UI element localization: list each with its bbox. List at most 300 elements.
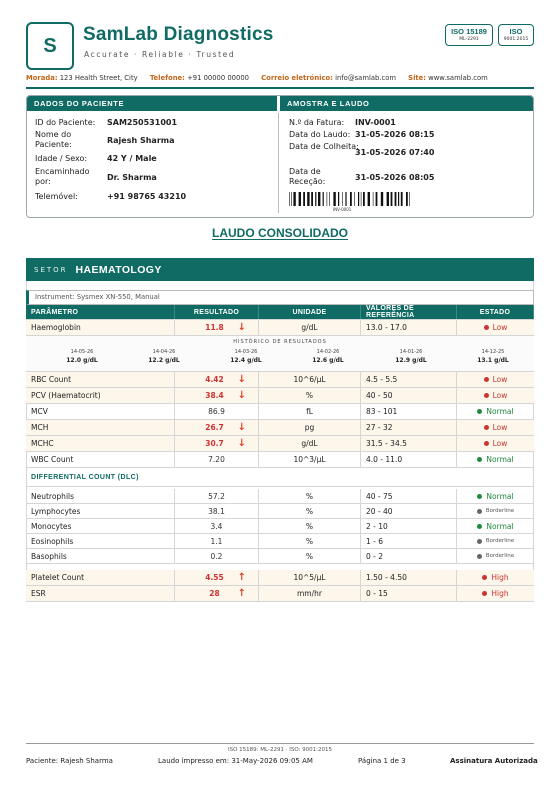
unit-cell <box>259 504 361 518</box>
status-label: Normal <box>486 521 514 531</box>
iso-9001-badge <box>498 24 534 46</box>
sector-name: HAEMATOLOGY <box>75 263 162 276</box>
result-cell <box>175 534 259 548</box>
status-dot-icon <box>477 524 482 529</box>
parameter-name <box>26 489 175 503</box>
result-cell <box>175 452 259 467</box>
status-dot-icon <box>484 325 489 330</box>
patient-name-field <box>35 130 275 152</box>
result-value: 38.1 <box>208 506 225 516</box>
history-entry <box>124 349 204 364</box>
status-badge <box>484 423 508 432</box>
sample-section-title: AMOSTRA E LAUDO <box>280 96 534 111</box>
history-date: 14-04-26 <box>152 349 176 355</box>
result-cell <box>175 519 259 533</box>
field-value: 31-05-2026 08:15 <box>355 130 435 139</box>
status-cell <box>457 404 534 419</box>
history-date: 14-03-26 <box>234 349 258 355</box>
receipt-date-field <box>289 167 529 189</box>
reference-cell <box>361 549 457 563</box>
result-value: 86.9 <box>208 407 225 416</box>
status-cell <box>457 534 534 548</box>
email-label: Correio eletrónico: <box>261 74 333 82</box>
reference-cell <box>361 519 457 533</box>
table-header-row <box>26 305 534 320</box>
status-cell <box>457 504 534 518</box>
lab-logo <box>26 22 74 70</box>
status-badge <box>477 492 513 501</box>
lab-tagline: Accurate · Reliable · Trusted <box>84 50 236 59</box>
parameter-name <box>26 534 175 548</box>
barcode-bar <box>338 192 339 206</box>
unit-cell <box>259 388 361 403</box>
result-cell <box>175 549 259 563</box>
result-value: 57.2 <box>208 491 225 501</box>
status-dot-icon <box>477 554 482 559</box>
table-row <box>26 519 534 534</box>
status-label: Low <box>492 439 508 448</box>
barcode-bar <box>395 192 397 206</box>
history-date: 14-05-26 <box>70 349 94 355</box>
barcode-bar <box>293 192 295 206</box>
parameter-label: Lymphocytes <box>31 506 81 516</box>
status-label: Borderline <box>485 538 515 544</box>
status-badge <box>484 439 508 448</box>
lab-header <box>26 22 534 70</box>
status-dot-icon <box>484 393 489 398</box>
barcode-bar <box>291 192 292 206</box>
parameter-label: Monocytes <box>31 521 72 531</box>
unit-value: 10^6/µL <box>293 375 326 384</box>
status-cell <box>457 436 534 451</box>
site-value[interactable]: www.samlab.com <box>428 74 488 82</box>
parameter-label: MCHC <box>31 439 54 448</box>
unit-cell <box>259 549 361 563</box>
barcode-bar <box>329 192 330 206</box>
parameter-name <box>26 570 175 585</box>
table-row <box>26 404 534 420</box>
result-cell <box>175 404 259 419</box>
result-history <box>26 336 534 372</box>
status-dot-icon <box>484 425 489 430</box>
lab-name: SamLab Diagnostics <box>83 24 274 45</box>
barcode-bar <box>373 192 374 206</box>
reference-range: 4.5 - 5.5 <box>366 375 398 384</box>
unit-value: g/dL <box>301 439 318 448</box>
history-entry <box>453 349 533 364</box>
table-row <box>26 320 534 336</box>
parameter-name <box>26 452 175 467</box>
unit-value: % <box>305 491 314 501</box>
unit-value: % <box>305 551 314 561</box>
field-label: Data de Colheita: <box>289 142 359 151</box>
history-value: 13.1 g/dL <box>477 357 509 364</box>
table-row <box>26 504 534 519</box>
collection-date-field <box>289 142 529 164</box>
unit-value: g/dL <box>301 323 318 332</box>
barcode-bar <box>327 192 328 206</box>
reference-cell <box>361 388 457 403</box>
status-cell <box>457 388 534 403</box>
iso-badge-title: ISO 15189 <box>451 27 487 36</box>
parameter-name <box>26 586 175 601</box>
iso-15189-badge <box>445 24 493 46</box>
parameter-name <box>26 504 175 518</box>
status-badge <box>484 375 508 384</box>
barcode-bar <box>299 192 301 206</box>
barcode-bar <box>391 192 393 206</box>
logo-letter: S <box>43 34 57 57</box>
unit-cell <box>259 320 361 335</box>
barcode-bar <box>318 192 320 206</box>
result-value: 4.42 <box>205 375 224 384</box>
email-value[interactable]: info@samlab.com <box>335 74 396 82</box>
reference-cell <box>361 534 457 548</box>
table-row <box>26 570 534 586</box>
unit-cell <box>259 436 361 451</box>
parameter-name <box>26 320 175 335</box>
table-row <box>26 452 534 468</box>
barcode-bar <box>368 192 370 206</box>
barcode-bar <box>311 192 313 206</box>
unit-cell <box>259 570 361 585</box>
status-cell <box>457 420 534 435</box>
parameter-label: ESR <box>31 589 46 598</box>
status-label: Low <box>492 375 508 384</box>
reference-cell <box>361 404 457 419</box>
result-value: 4.55 <box>205 573 224 582</box>
parameter-name <box>26 372 175 387</box>
field-label: Telemóvel: <box>35 192 78 201</box>
reference-range: 1 - 6 <box>366 536 384 546</box>
status-dot-icon <box>482 591 487 596</box>
mobile-field <box>35 192 275 204</box>
table-row <box>26 534 534 549</box>
result-value: 38.4 <box>205 391 224 400</box>
parameter-name <box>26 549 175 563</box>
unit-cell <box>259 519 361 533</box>
unit-value: % <box>305 391 314 400</box>
field-label: Nome do Paciente: <box>35 130 72 149</box>
table-row <box>26 549 534 564</box>
footer-signature: Assinatura Autorizada <box>450 757 538 765</box>
parameter-name <box>26 436 175 451</box>
field-label: Data do Laudo: <box>289 130 351 139</box>
header-result: RESULTADO <box>175 305 259 319</box>
result-value: 26.7 <box>205 423 224 432</box>
history-entry <box>288 349 368 364</box>
arrow-down-icon: ↓ <box>237 374 246 385</box>
barcode-bar <box>381 192 383 206</box>
field-value: 42 Y / Male <box>107 154 157 163</box>
patient-section-title: DADOS DO PACIENTE <box>27 96 277 111</box>
arrow-up-icon: ↑ <box>237 588 246 599</box>
unit-value: fL <box>306 407 313 416</box>
header-parameter: PARÂMETRO <box>26 305 175 319</box>
barcode-bar <box>342 192 343 206</box>
parameter-label: Haemoglobin <box>31 323 81 332</box>
history-date: 14-01-26 <box>399 349 423 355</box>
status-badge <box>477 538 514 544</box>
reference-cell <box>361 452 457 467</box>
reference-cell <box>361 372 457 387</box>
table-row <box>26 420 534 436</box>
footer-iso-line: ISO 15189: ML-2291 · ISO: 9001:2015 <box>227 747 333 753</box>
reference-range: 2 - 10 <box>366 521 388 531</box>
reference-range: 40 - 50 <box>366 391 393 400</box>
status-dot-icon <box>484 377 489 382</box>
parameter-label: MCH <box>31 423 49 432</box>
parameter-name <box>26 388 175 403</box>
status-badge <box>477 522 513 531</box>
status-label: High <box>491 589 509 598</box>
status-badge <box>484 323 508 332</box>
barcode-bar <box>345 192 346 206</box>
field-label: Data de Receção: <box>289 167 326 186</box>
field-value: SAM250531001 <box>107 118 178 127</box>
result-cell <box>175 372 259 387</box>
report-date-field <box>289 130 529 142</box>
status-cell <box>457 570 534 585</box>
barcode <box>289 192 413 206</box>
field-value: INV-0001 <box>355 118 396 127</box>
referred-by-field <box>35 167 275 189</box>
barcode-bar <box>350 192 352 206</box>
report-title: LAUDO CONSOLIDADO <box>212 226 348 240</box>
status-cell <box>457 519 534 533</box>
status-dot-icon <box>477 457 482 462</box>
reference-range: 4.0 - 11.0 <box>366 455 403 464</box>
footer-printed-date: Laudo impresso em: 31-May-2026 09:05 AM <box>158 757 313 765</box>
parameter-label: WBC Count <box>31 455 74 464</box>
status-cell <box>457 320 534 335</box>
result-cell <box>175 420 259 435</box>
status-label: Normal <box>486 455 514 464</box>
result-value: 3.4 <box>210 521 223 531</box>
status-badge <box>484 391 508 400</box>
barcode-bar <box>315 192 316 206</box>
parameter-label: RBC Count <box>31 375 72 384</box>
table-row <box>26 436 534 452</box>
status-badge <box>477 553 514 559</box>
patient-info-box <box>26 95 534 218</box>
result-cell <box>175 489 259 503</box>
barcode-bar <box>323 192 324 206</box>
unit-value: 10^3/µL <box>293 455 326 464</box>
status-label: High <box>491 573 509 582</box>
reference-range: 1.50 - 4.50 <box>366 573 407 582</box>
result-cell <box>175 586 259 601</box>
dlc-subheading: DIFFERENTIAL COUNT (DLC) <box>31 473 139 481</box>
history-value: 12.6 g/dL <box>312 357 344 364</box>
unit-cell <box>259 534 361 548</box>
contact-line <box>26 74 534 82</box>
address-value: 123 Health Street, City <box>59 74 138 82</box>
unit-value: 10^5/µL <box>293 573 326 582</box>
header-unit: UNIDADE <box>259 305 361 319</box>
result-cell <box>175 388 259 403</box>
result-value: 11.8 <box>205 323 224 332</box>
header-divider <box>26 87 534 89</box>
barcode-number: INV-0001 <box>333 207 352 212</box>
parameter-label: Neutrophils <box>31 491 75 501</box>
unit-cell <box>259 586 361 601</box>
unit-value: % <box>305 521 314 531</box>
patient-id-field <box>35 118 275 130</box>
status-label: Low <box>492 391 508 400</box>
column-divider <box>278 113 279 213</box>
history-title: HISTÓRICO DE RESULTADOS <box>233 339 327 345</box>
unit-cell <box>259 452 361 467</box>
reference-cell <box>361 489 457 503</box>
parameter-label: Platelet Count <box>31 573 85 582</box>
sector-label: SETOR <box>34 265 68 274</box>
iso-badge-sub: ML-2291 <box>459 37 479 42</box>
history-entry <box>371 349 451 364</box>
status-label: Borderline <box>485 553 515 559</box>
table-row <box>26 586 534 602</box>
parameter-name <box>26 404 175 419</box>
barcode-bar <box>401 192 403 206</box>
field-label: Encaminhado por: <box>35 167 90 186</box>
barcode-bar <box>303 192 305 206</box>
status-badge <box>477 508 514 514</box>
status-dot-icon <box>477 409 482 414</box>
parameter-label: Basophils <box>31 551 67 561</box>
result-cell <box>175 320 259 335</box>
status-cell <box>457 549 534 563</box>
status-dot-icon <box>477 539 482 544</box>
result-cell <box>175 570 259 585</box>
site-label: Site: <box>408 74 426 82</box>
reference-cell <box>361 586 457 601</box>
history-value: 12.2 g/dL <box>148 357 180 364</box>
parameter-name <box>26 519 175 533</box>
reference-range: 27 - 32 <box>366 423 393 432</box>
arrow-down-icon: ↓ <box>237 422 246 433</box>
unit-cell <box>259 420 361 435</box>
invoice-field <box>289 118 529 130</box>
parameter-label: Eosinophils <box>31 536 74 546</box>
status-label: Low <box>492 423 508 432</box>
parameter-label: PCV (Haematocrit) <box>31 391 101 400</box>
instrument-note: Instrument: Sysmex XN-550, Manual <box>26 290 534 305</box>
status-cell <box>457 586 534 601</box>
status-badge <box>482 573 508 582</box>
status-badge <box>477 407 513 416</box>
age-sex-field <box>35 154 275 166</box>
table-row <box>26 489 534 504</box>
result-cell <box>175 504 259 518</box>
arrow-down-icon: ↓ <box>237 438 246 449</box>
result-value: 1.1 <box>210 536 223 546</box>
field-label: N.º da Fatura: <box>289 118 345 127</box>
status-cell <box>457 372 534 387</box>
field-label: Idade / Sexo: <box>35 154 88 163</box>
status-cell <box>457 452 534 467</box>
footer-divider <box>26 743 534 744</box>
status-dot-icon <box>484 441 489 446</box>
status-dot-icon <box>482 575 487 580</box>
unit-cell <box>259 489 361 503</box>
address-label: Morada: <box>26 74 58 82</box>
footer-page-number: Página 1 de 3 <box>358 757 406 765</box>
status-label: Normal <box>486 407 514 416</box>
barcode-bar <box>398 192 399 206</box>
reference-range: 31.5 - 34.5 <box>366 439 407 448</box>
history-date: 14-02-26 <box>316 349 340 355</box>
result-value: 28 <box>209 589 220 598</box>
unit-value: % <box>305 506 314 516</box>
iso-badge-sub: 9001:2015 <box>503 37 529 42</box>
reference-cell <box>361 436 457 451</box>
reference-range: 20 - 40 <box>366 506 393 516</box>
result-value: 30.7 <box>205 439 224 448</box>
field-value: +91 98765 43210 <box>107 192 187 201</box>
result-cell <box>175 436 259 451</box>
status-label: Normal <box>486 491 514 501</box>
barcode-bar <box>307 192 309 206</box>
arrow-down-icon: ↓ <box>237 322 246 333</box>
iso-badge-title: ISO <box>509 27 523 36</box>
status-cell <box>457 489 534 503</box>
arrow-up-icon: ↑ <box>237 572 246 583</box>
unit-cell <box>259 404 361 419</box>
barcode-bar <box>409 192 410 206</box>
phone-value: +91 00000 00000 <box>187 74 249 82</box>
barcode-bar <box>387 192 389 206</box>
status-label: Low <box>492 323 508 332</box>
unit-value: pg <box>304 423 315 432</box>
barcode-bar <box>333 192 335 206</box>
field-value: Rajesh Sharma <box>107 136 175 145</box>
history-entry <box>42 349 122 364</box>
reference-range: 0 - 15 <box>366 589 388 598</box>
barcode-bar <box>363 192 365 206</box>
history-value: 12.9 g/dL <box>395 357 427 364</box>
unit-cell <box>259 372 361 387</box>
barcode-bar <box>358 192 359 206</box>
history-date: 14-12-25 <box>481 349 505 355</box>
history-value: 12.0 g/dL <box>66 357 98 364</box>
arrow-down-icon: ↓ <box>237 390 246 401</box>
header-status: ESTADO <box>457 305 534 319</box>
field-label: ID do Paciente: <box>35 118 96 127</box>
reference-cell <box>361 570 457 585</box>
barcode-bar <box>354 192 355 206</box>
dlc-subheading-row <box>26 468 534 487</box>
reference-cell <box>361 320 457 335</box>
reference-cell <box>361 504 457 518</box>
sector-bar <box>26 258 534 281</box>
reference-range: 13.0 - 17.0 <box>366 323 407 332</box>
status-badge <box>477 455 513 464</box>
result-value: 0.2 <box>210 551 223 561</box>
parameter-label: MCV <box>31 407 48 416</box>
phone-label: Telefone: <box>149 74 185 82</box>
status-dot-icon <box>477 509 482 514</box>
history-value: 12.4 g/dL <box>230 357 262 364</box>
field-value: Dr. Sharma <box>107 173 157 182</box>
field-value: 31-05-2026 07:40 <box>355 148 435 157</box>
barcode-bar <box>406 192 408 206</box>
reference-range: 0 - 2 <box>366 551 384 561</box>
parameter-name <box>26 420 175 435</box>
table-row <box>26 388 534 404</box>
barcode-bar <box>361 192 362 206</box>
reference-range: 40 - 75 <box>366 491 393 501</box>
table-row <box>26 372 534 388</box>
